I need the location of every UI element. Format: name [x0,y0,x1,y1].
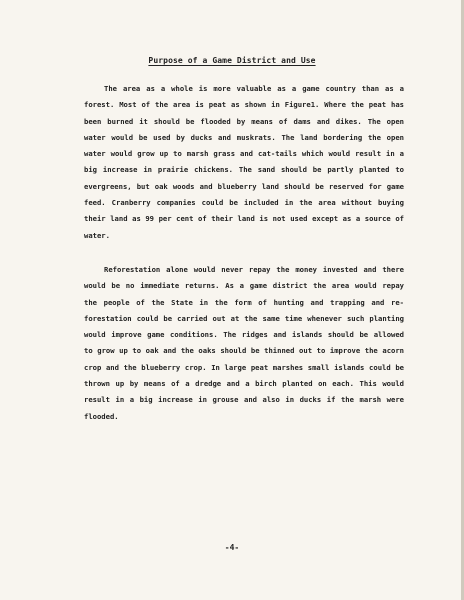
paragraph-2: Reforestation alone would never repay the money invested and there would be no immediate returns. As a game district the area would repay the people of the State in the form of hunting and trapping and re-forestation could be carried out at the same time whenever such planting would improve game conditions. The ridges and islands should be allowed to grow up to oak and the oaks should be thinned out to improve the acorn crop and the blueberry crop. In large peat marshes small islands could be thrown up by means of a dredge and a birch planted on each. This would result in a big increase in grouse and also in ducks if the marsh were flooded. [84,265,404,421]
title-text: Purpose of a Game District and Use [148,56,316,65]
paragraph-1: The area as a whole is more valuable as a game country than as a forest. Most of the area is peat as shown in Figure1. Where the peat has been burned it should be flooded by means of dams and dikes. The open water would be used by ducks and muskrats. The land bordering the open water would grow up to marsh grass and cat-tails which would result in a big increase in prairie chickens. The sand should be partly planted to evergreens, but oak woods and blueberry land should be reserved for game feed. Cranberry companies could be included in the area without buying their land as 99 per cent of their land is not used except as a source of water. [84,84,404,240]
page-number: -4- [224,543,240,552]
document-title [0,56,464,65]
